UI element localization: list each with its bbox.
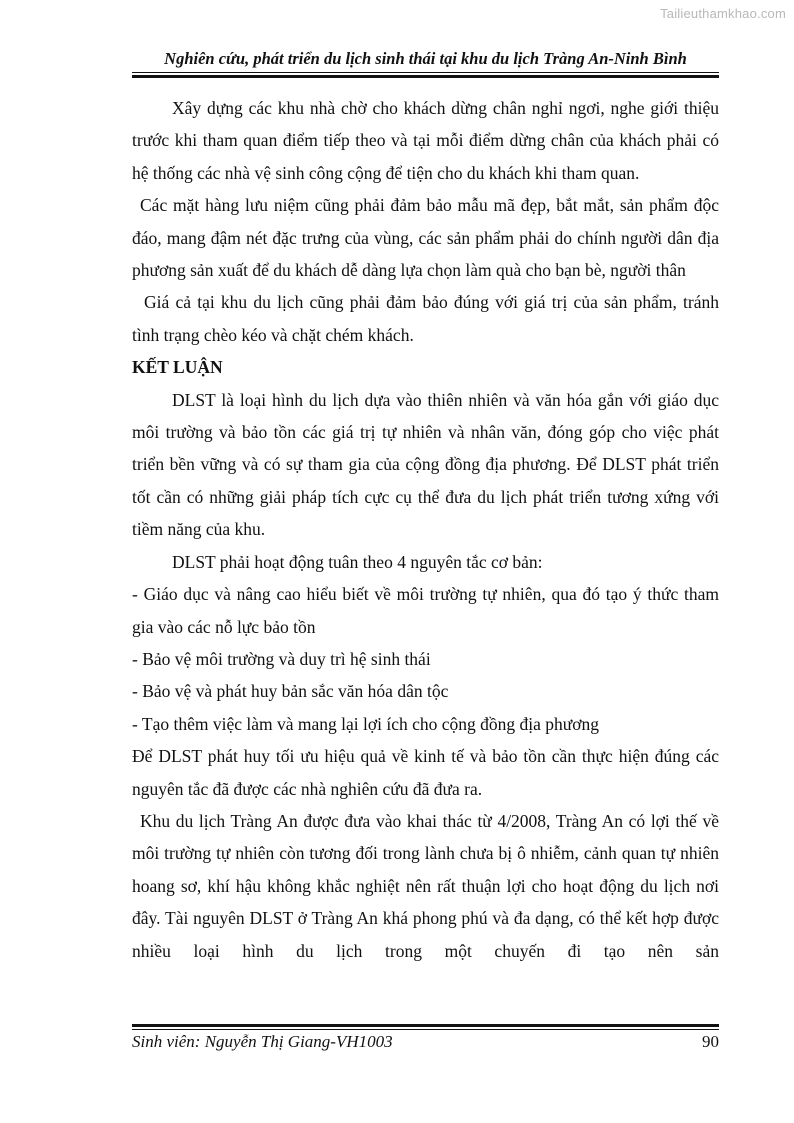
paragraph-effectiveness: Để DLST phát huy tối ưu hiệu quả về kinh tế và bảo tồn cần thực hiện đúng các nguyên tắc đã được các nhà nghiên cứu đã đưa ra. — [132, 746, 719, 799]
list-item-principle: - Bảo vệ và phát huy bản sắc văn hóa dân tộc — [132, 681, 449, 702]
list-item-principle: - Giáo dục và nâng cao hiểu biết về môi trường tự nhiên, qua đó tạo ý thức tham gia vào các nỗ lực bảo tồn — [132, 584, 719, 637]
paragraph-souvenirs: Các mặt hàng lưu niệm cũng phải đảm bảo mẫu mã đẹp, bắt mắt, sản phẩm độc đáo, mang đậm nét đặc trưng của vùng, các sản phẩm phải do chính người dân địa phương sản xuất để du khách dễ dàng lựa chọn làm quà cho bạn bè, người thân — [132, 195, 719, 281]
list-item-principle: - Tạo thêm việc làm và mang lại lợi ích cho cộng đồng địa phương — [132, 713, 599, 734]
paragraph-waiting-houses: Xây dựng các khu nhà chờ cho khách dừng chân nghỉ ngơi, nghe giới thiệu trước khi tham quan điểm tiếp theo và tại mỗi điểm dừng chân của khách phải có hệ thống các nhà vệ sinh công cộng để tiện cho du khách khi tham quan. — [132, 98, 719, 183]
paragraph-trang-an: Khu du lịch Tràng An được đưa vào khai thác từ 4/2008, Tràng An có lợi thế về môi trường tự nhiên còn tương đối trong lành chưa bị ô nhiễm, cảnh quan tự nhiên hoang sơ, khí hậu không khắc nghiệt nên rất thuận lợi cho hoạt động du lịch nơi đây. Tài nguyên DLST ở Tràng An khá phong phú và đa dạng, có thể kết hợp được nhiều loại hình du lịch trong một chuyến đi tạo nên sản — [132, 810, 719, 961]
header-rule-thin — [132, 72, 719, 73]
paragraph-principles-intro: DLST phải hoạt động tuân theo 4 nguyên tắc cơ bản: — [172, 551, 543, 572]
page-footer — [132, 1031, 719, 1053]
watermark: Tailieuthamkhao.com — [660, 6, 786, 21]
paragraph-prices: Giá cả tại khu du lịch cũng phải đảm bảo đúng với giá trị của sản phẩm, tránh tình trạng chèo kéo và chặt chém khách. — [132, 292, 719, 345]
section-heading-conclusion: KẾT LUẬN — [132, 357, 223, 378]
header-rule-thick — [132, 75, 719, 78]
footer-student-name: Sinh viên: Nguyễn Thị Giang-VH1003 — [132, 1032, 393, 1051]
list-item-principle: - Bảo vệ môi trường và duy trì hệ sinh thái — [132, 648, 431, 669]
footer-rule-thin — [132, 1029, 719, 1030]
page-number: 90 — [702, 1032, 719, 1051]
footer-rule-thick — [132, 1024, 719, 1027]
running-header: Nghiên cứu, phát triển du lịch sinh thái tại khu du lịch Tràng An-Ninh Bình — [164, 49, 687, 68]
paragraph-dlst-definition: DLST là loại hình du lịch dựa vào thiên nhiên và văn hóa gắn với giáo dục môi trường và bảo tồn các giá trị tự nhiên và nhân văn, đóng góp cho việc phát triển bền vững và có sự tham gia của cộng đồng địa phương. Để DLST phát triển tốt cần có những giải pháp tích cực cụ thể đưa du lịch phát triển tương xứng với tiềm năng của khu. — [132, 389, 719, 540]
page-body — [132, 92, 719, 967]
